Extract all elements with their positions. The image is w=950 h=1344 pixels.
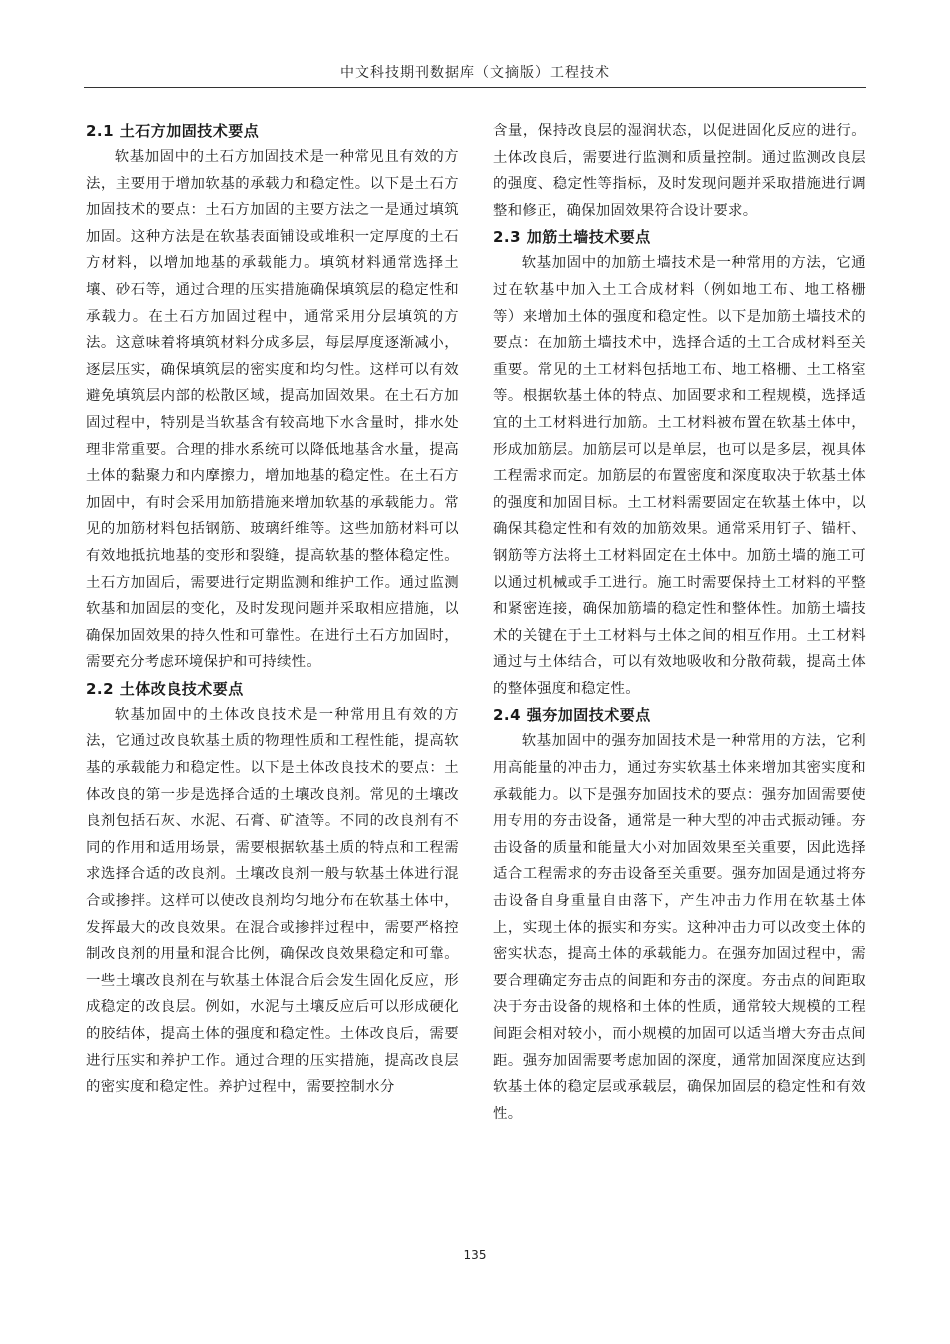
section-2-1-title: 2.1 土石方加固技术要点: [86, 122, 260, 140]
section-2-3-body: 软基加固中的加筋土墙技术是一种常用的方法，它通过在软基中加入土工合成材料（例如地工布、地工格栅等）来增加土体的强度和稳定性。以下是加筋土墙技术的要点：在加筋土墙技术中，选择合适的土工合成材料至关重要。常见的土工材料包括地工布、地工格栅、土工格室等。根据软基土体的特点、加固要求和工程规模，选择适宜的土工材料进行加筋。土工材料被布置在软基土体中，形成加筋层。加筋层可以是单层，也可以是多层，视具体工程需求而定。加筋层的布置密度和深度取决于软基土体的强度和加固目标。土工材料需要固定在软基土体中，以确保其稳定性和有效的加筋效果。通常采用钉子、锚杆、钢筋等方法将土工材料固定在土体中。加筋土墙的施工可以通过机械或手工进行。施工时需要保持土工材料的平整和紧密连接，确保加筋墙的稳定性和整体性。加筋土墙技术的关键在于土工材料与土体之间的相互作用。土工材料通过与土体结合，可以有效地吸收和分散荷载，提高土体的整体强度和稳定性。: [493, 255, 866, 697]
section-2-2-body: 软基加固中的土体改良技术是一种常用且有效的方法，它通过改良软基土质的物理性质和工程性能，提高软基的承载能力和稳定性。以下是土体改良技术的要点：土体改良的第一步是选择合适的土壤改良剂。常见的土壤改良剂包括石灰、水泥、石膏、矿渣等。不同的改良剂有不同的作用和适用场景，需要根据软基土质的特点和工程需求选择合适的改良剂。土壤改良剂一般与软基土体进行混合或掺拌。这样可以使改良剂均匀地分布在软基土体中，发挥最大的改良效果。在混合或掺拌过程中，需要严格控制改良剂的用量和混合比例，确保改良效果稳定和可靠。一些土壤改良剂在与软基土体混合后会发生固化反应，形成稳定的改良层。例如，水泥与土壤反应后可以形成硬化的胶结体，提高土体的强度和稳定性。土体改良后，需要进行压实和养护工作。通过合理的压实措施，提高改良层的密实度和稳定性。养护过程中，需要控制水分: [86, 706, 459, 1096]
section-2-3-title: 2.3 加筋土墙技术要点: [493, 228, 651, 247]
section-2-4-title: 2.4 强夯加固技术要点: [493, 706, 651, 725]
journal-header: 中文科技期刊数据库（文摘版）工程技术: [340, 65, 610, 81]
left-column: [86, 118, 459, 1101]
section-2-4-body: 软基加固中的强夯加固技术是一种常用的方法，它利用高能量的冲击力，通过夯实软基土体来增加其密实度和承载能力。以下是强夯加固技术的要点：强夯加固需要使用专用的夯击设备，通常是一种大型的冲击式振动锤。夯击设备的质量和能量大小对加固效果至关重要，因此选择适合工程需求的夯击设备至关重要。强夯加固是通过将夯击设备自身重量自由落下，产生冲击力作用在软基土体上，实现土体的振实和夯实。这种冲击力可以改变土体的密实状态，提高土体的承载能力。在强夯加固过程中，需要合理确定夯击点的间距和夯击的深度。夯击点的间距取决于夯击设备的规格和土体的性质，通常较大规模的工程间距会相对较小，而小规模的加固可以适当增大夯击点间距。强夯加固需要考虑加固的深度，通常加固深度应达到软基土体的稳定层或承载层，确保加固层的稳定性和有效性。: [493, 733, 866, 1122]
section-2-2-continued: 含量，保持改良层的湿润状态，以促进固化反应的进行。土体改良后，需要进行监测和质量控制。通过监测改良层的强度、稳定性等指标，及时发现问题并采取措施进行调整和修正，确保加固效果符合设计要求。: [493, 123, 866, 219]
header-rule: [84, 87, 866, 88]
section-2-2-title: 2.2 土体改良技术要点: [86, 679, 244, 698]
page-number: 135: [463, 1248, 487, 1262]
right-column: [493, 118, 866, 1127]
section-2-1-body: 软基加固中的土石方加固技术是一种常见且有效的方法，主要用于增加软基的承载力和稳定性。以下是土石方加固技术的要点：土石方加固的主要方法之一是通过填筑加固。这种方法是在软基表面铺设或堆积一定厚度的土石方材料，以增加地基的承载能力。填筑材料通常选择土壤、砂石等，通过合理的压实措施确保填筑层的稳定性和承载力。在土石方加固过程中，通常采用分层填筑的方法。这意味着将填筑材料分成多层，每层厚度逐渐减小，逐层压实，确保填筑层的密实度和均匀性。这样可以有效避免填筑层内部的松散区域，提高加固效果。在土石方加固过程中，特别是当软基含有较高地下水含量时，排水处理非常重要。合理的排水系统可以降低地基含水量，提高土体的黏聚力和内摩擦力，增加地基的稳定性。在土石方加固中，有时会采用加筋措施来增加软基的承载能力。常见的加筋材料包括钢筋、玻璃纤维等。这些加筋材料可以有效地抵抗地基的变形和裂缝，提高软基的整体稳定性。土石方加固后，需要进行定期监测和维护工作。通过监测软基和加固层的变化，及时发现问题并采取相应措施，以确保加固效果的持久性和可靠性。在进行土石方加固时，需要充分考虑环境保护和可持续性。: [86, 149, 459, 671]
